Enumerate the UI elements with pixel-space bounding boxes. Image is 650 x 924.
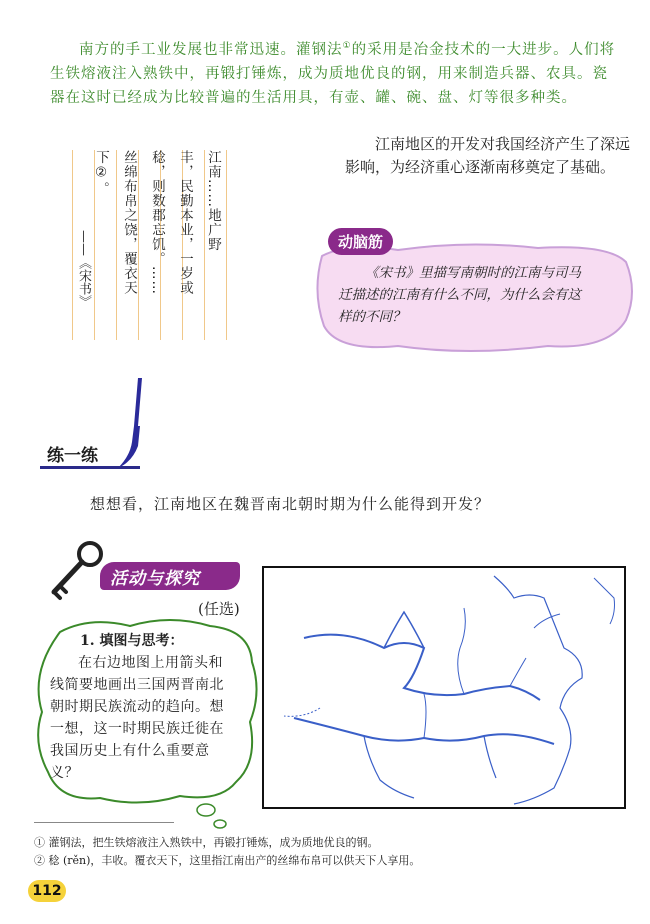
practice-underline (40, 466, 140, 469)
practice-label: 练一练 (47, 446, 98, 466)
pen-brush-icon (112, 376, 152, 472)
think-title: 动脑筋 (328, 228, 393, 255)
task-text: 在右边地图上用箭头和线简要地画出三国两晋南北朝时期民族流动的趋向。想一想，这一时期民族迁徙在我国历史上有什么重要意义？ (50, 655, 224, 781)
think-text: 《宋书》里描写南朝时的江南与司马迁描述的江南有什么不同，为什么会有这样的不同？ (338, 265, 581, 325)
quote-line: 下②。 (93, 150, 109, 196)
think-box (308, 222, 638, 362)
map-outline (264, 568, 624, 807)
blank-map (262, 566, 626, 809)
footnote-2: ② 稔 (rěn)，丰收。覆衣天下，这里指江南出产的丝绵布帛可以供天下人享用。 (34, 854, 421, 867)
footnote-1: ① 灌钢法，把生铁熔液注入熟铁中，再锻打锤炼，成为质地优良的钢。 (34, 836, 379, 849)
song-shu-quote (72, 150, 229, 340)
quote-source: ——《宋书》 (76, 230, 91, 308)
page-number: 112 (28, 880, 66, 902)
quote-line: 丝绵布帛之饶，覆衣天 (121, 150, 137, 295)
key-icon (46, 540, 106, 606)
quote-line: 江南……地广野 (205, 150, 221, 252)
task-title: 1. 填图与思考： (80, 633, 184, 649)
right-paragraph: 江南地区的开发对我国经济产生了深远影响，为经济重心逐渐南移奠定了基础。 (345, 135, 631, 176)
quote-line: 丰，民勤本业，一岁或 (177, 150, 193, 295)
activity-optional: (任选) (198, 600, 240, 618)
practice-question: 想想看，江南地区在魏晋南北朝时期为什么能得到开发？ (90, 495, 491, 513)
top-paragraph: 南方的手工业发展也非常迅速。灌钢法①的采用是冶金技术的一大进步。人们将生铁熔液注入熟铁中，再锻打锤炼，成为质地优良的钢，用来制造兵器、农具。瓷器在这时已经成为比较普遍的生活用具，有壶、罐、碗、盘、灯等很多种类。 (50, 41, 616, 106)
quote-line: 稔，则数郡忘饥。…… (149, 150, 165, 295)
activity-title: 活动与探究 (110, 569, 200, 589)
footnote-rule (34, 822, 174, 823)
footnote-ref-1: ① (342, 41, 352, 51)
